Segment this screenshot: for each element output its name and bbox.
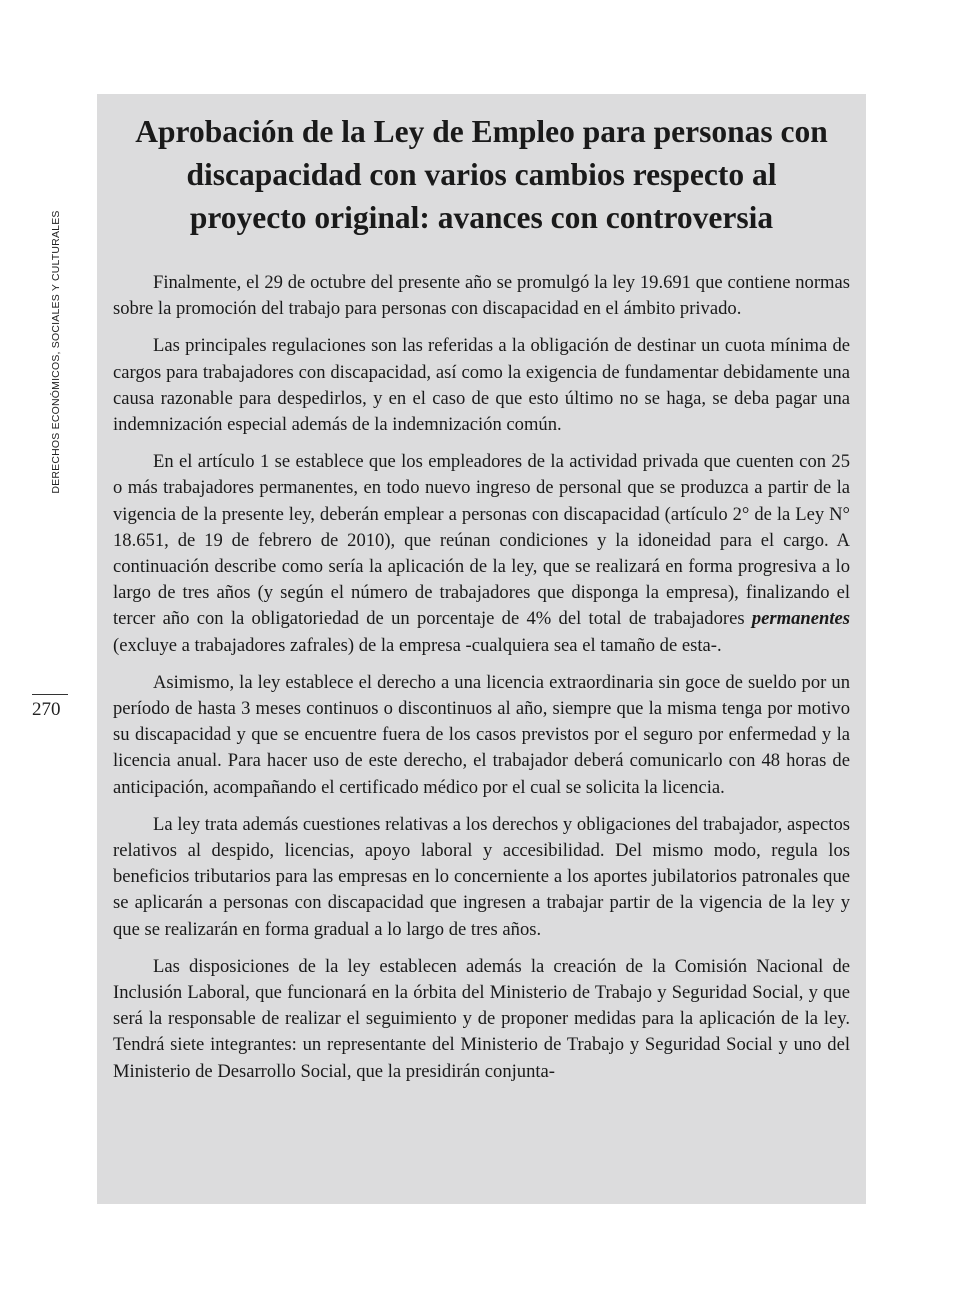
paragraph: Las disposiciones de la ley establecen además la creación de la Comisión Nacional de Inclusión Laboral, que funcionará en la órbita del Ministerio de Trabajo y Seguridad Social, y que será la responsable de realizar el seguimiento y de proponer medidas para la aplicación de la ley. Tendrá siete integrantes: un representante del Ministerio de Trabajo y Seguridad Social y uno del Ministerio de Desarrollo Social, que la presidirán conjunta- (113, 955, 850, 1082)
paragraph: Las principales regulaciones son las referidas a la obligación de destinar un cuota mínima de cargos para trabajadores con discapacidad, así como la exigencia de fundamentar debidamente una causa razonable para despedirlos, y en el caso de que esto último no se haga, se deba pagar una indemnización especial además de la indemnización común. (113, 335, 850, 436)
paragraph: La ley trata además cuestiones relativas a los derechos y obligaciones del trabajador, aspectos relativos al despido, licencias, apoyo laboral y accesibilidad. Del mismo modo, regula los beneficios tributarios para las empresas en lo concerniente a los aportes jubilatorios patronales que se aplicarán a personas con discapacidad que ingresen a trabajar partir de la vigencia de la ley y que se realizarán en forma gradual a lo largo de tres años. (113, 813, 850, 940)
paragraph-article-1 (113, 449, 850, 659)
page-number-rule (32, 694, 68, 695)
emphasized-term: permanentes (751, 608, 850, 630)
article-box (97, 94, 866, 1204)
paragraph-text: (excluye a trabajadores zafrales) de la empresa -cualquiera sea el tamaño de esta-. (113, 634, 722, 656)
page-number: 270 (32, 699, 61, 720)
article-body (113, 270, 850, 1096)
article-title: Aprobación de la Ley de Empleo para personas con discapacidad con varios cambios respecto al proyecto original: avances con controversia (135, 114, 828, 235)
running-header: DERECHOS ECONÓMICOS, SOCIALES Y CULTURALES (50, 210, 62, 494)
paragraph: Finalmente, el 29 de octubre del presente año se promulgó la ley 19.691 que contiene normas sobre la promoción del trabajo para personas con discapacidad en el ámbito privado. (113, 272, 850, 320)
paragraph-text: En el artículo 1 se establece que los empleadores de la actividad privada que cuenten con 25 o más trabajadores permanentes, en todo nuevo ingreso de personal que se produzca a partir de la vigencia de la presente ley, deberán emplear a personas con discapacidad (artículo 2° de la Ley N° 18.651, de 19 de febrero de 2010), que reúnan condiciones y la idoneidad para el cargo. A continuación describe como sería la aplicación de la ley, que se realizará en forma progresiva a lo largo de tres años (y según el número de trabajadores que disponga la empresa), finalizando el tercer año con la obligatoriedad de un porcentaje de 4% del total de trabajadores (113, 451, 850, 630)
paragraph: Asimismo, la ley establece el derecho a una licencia extraordinaria sin goce de sueldo por un período de hasta 3 meses continuos o discontinuos al año, siempre que la misma tenga por motivo su discapacidad y que se encuentre fuera de los casos previstos por el seguro por enfermedad y la licencia anual. Para hacer uso de este derecho, el trabajador deberá comunicarlo con 48 horas de anticipación, acompañando el certificado médico por el cual se solicita la licencia. (113, 671, 850, 798)
